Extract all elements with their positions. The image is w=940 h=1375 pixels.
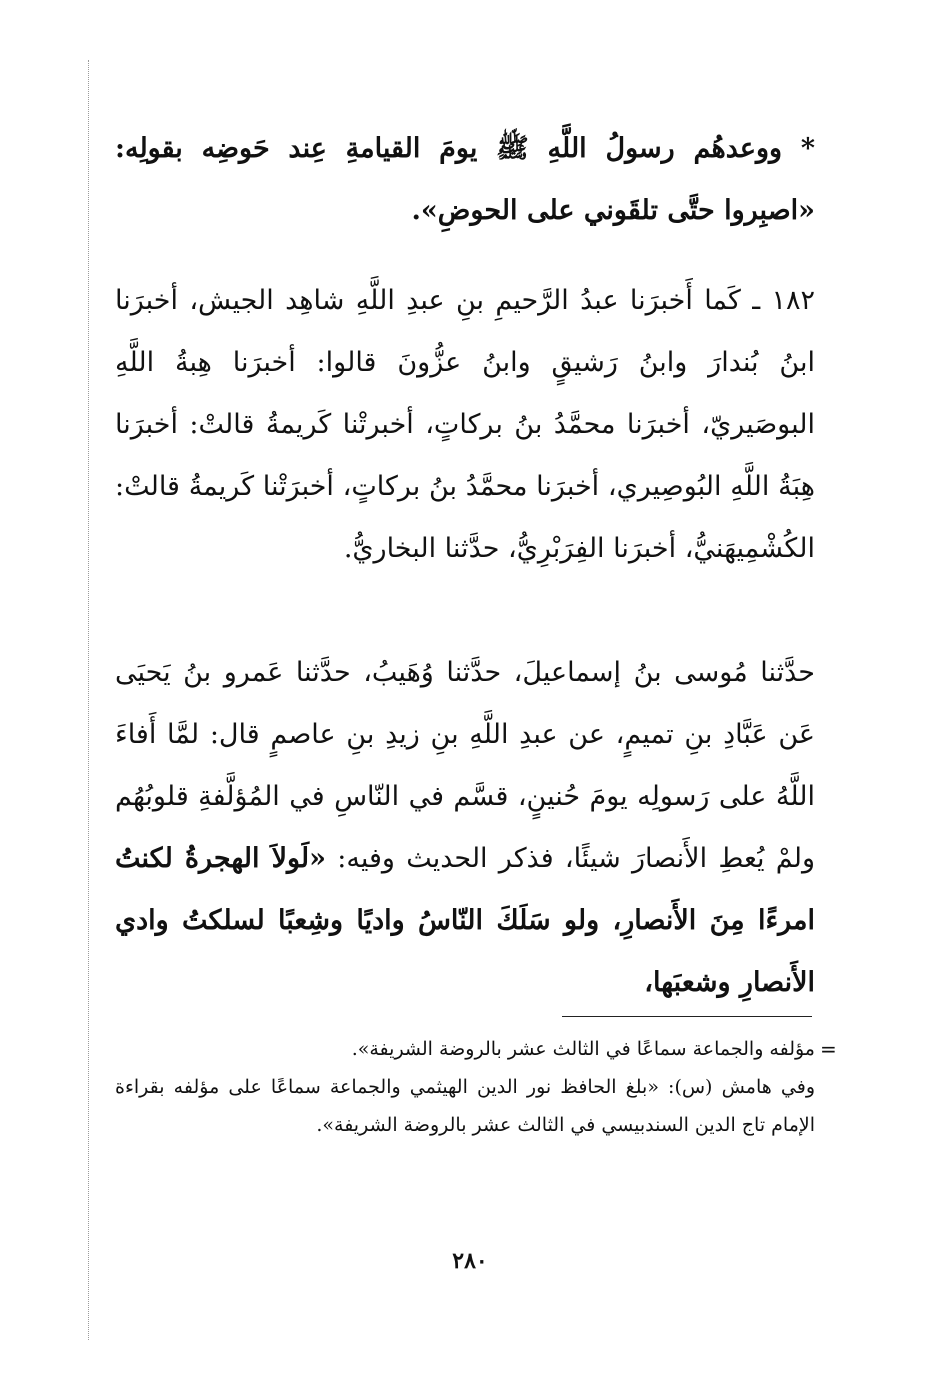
footnotes — [115, 1030, 815, 1144]
footnote-line: وفي هامش (س): «بلغ الحافظ نور الدين الهيثمي والجماعة سماعًا على مؤلفه بقراءة الإمام تاج الدين السندبيسي في الثالث عشر بالروضة الشريفة». — [115, 1076, 815, 1136]
page-number: ٢٨٠ — [452, 1248, 488, 1274]
paragraph-text: ١٨٢ ـ كَما أَخبرَنا عبدُ الرَّحيمِ بنِ عبدِ اللَّهِ شاهِد الجيش، أخبرَنا ابنُ بُندارَ وابنُ رَشيقٍ وابنُ عزُّونَ قالوا: أخبرَنا هِبةُ اللَّهِ البوصَيريّ، أخبرَنا محمَّدُ بنُ بركاتٍ، أخبرتْنا كَريمةُ قالتْ: أخبرَنا هِبَةُ اللَّهِ البُوصِيري، أخبرَنا محمَّدُ بنُ بركاتٍ، أخبرَتْنا كَريمةُ قالتْ: الكُشْمِيهَنيُّ، أخبرَنا الفِرَبْرِيُّ، حدَّثنا البخاريُّ. — [115, 285, 815, 564]
paragraph-text — [115, 642, 815, 1014]
footnote-line: مؤلفه والجماعة سماعًا في الثالث عشر بالروضة الشريفة». — [351, 1038, 815, 1060]
paragraph-hadith — [115, 642, 815, 1014]
hadith-quote: «لَولاَ الهجرةُ لكنتُ امرءًا مِنَ الأَنصارِ، ولو سَلَكَ النّاسُ واديًا وشِعبًا لسلكتُ وادي الأَنصارِ وشعبَها، — [115, 843, 815, 998]
page-binding-edge — [88, 60, 89, 1340]
hadith-narration: حدَّثنا مُوسى بنُ إسماعيلَ، حدَّثنا وُهَيبُ، حدَّثنا عَمرو بنُ يَحيَى عَن عَبَّادِ بنِ تميمٍ، عن عبدِ اللَّهِ بنِ زيدِ بنِ عاصمٍ قال: لمَّا أَفاءَ اللَّهُ على رَسولِه يومَ حُنينٍ، قسَّم في النّاسِ في المُؤلَّفةِ قلوبُهُم ولمْ يُعطِ الأَنصارَ شيئًا، فذكر الحديث وفيه: — [115, 657, 815, 874]
footnote-separator — [562, 1016, 812, 1017]
footnote-continuation-marker: = — [820, 1037, 837, 1061]
paragraph-isnad-182 — [115, 270, 815, 580]
paragraph-promise-hawd — [115, 118, 815, 242]
paragraph-text: * ووعدهُم رسولُ اللَّهِ ﷺ يومَ القيامةِ عِند حَوضِه بقولِه: «اصبِروا حتَّى تلقَوني على الحوضِ». — [115, 133, 815, 226]
